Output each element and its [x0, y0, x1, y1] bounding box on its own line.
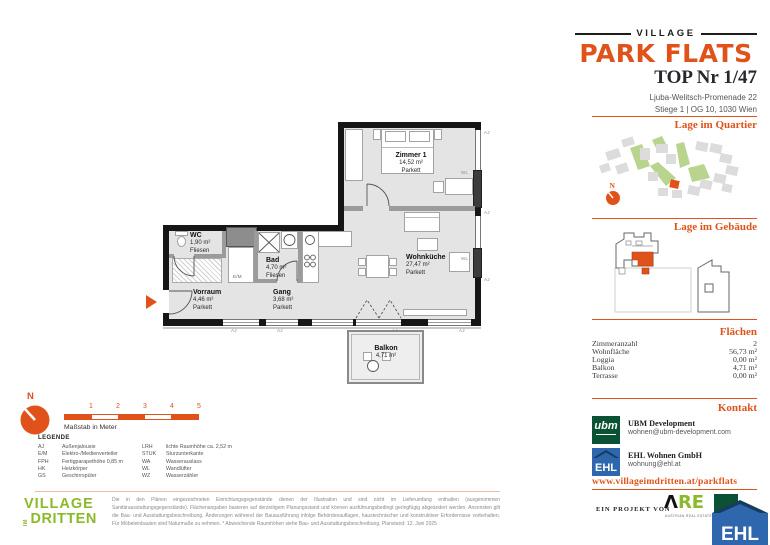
- window: [428, 319, 471, 326]
- dining-chair: [389, 258, 397, 266]
- room-label-balkon: Balkon 4,71 m²: [374, 345, 398, 360]
- aj-label: AJ: [277, 328, 283, 333]
- scale-tick: 3: [143, 403, 147, 410]
- window: [223, 319, 259, 326]
- area-row: Wohnfläche 56,73 m²: [592, 347, 757, 356]
- sideboard: [403, 309, 467, 316]
- legend-item: STUK Sturzunterkante: [142, 451, 204, 458]
- village-im: IM: [23, 518, 29, 526]
- balcony-door: [356, 319, 401, 326]
- section-divider: [592, 489, 757, 490]
- are-logo: ΛRE: [664, 492, 705, 513]
- section-divider: [592, 218, 757, 219]
- room-label-vorraum: Vorraum 4,46 m² Parkett: [193, 289, 222, 311]
- section-divider: [592, 319, 757, 320]
- legend-item: WZ Wasserzähler: [142, 473, 199, 480]
- address-line-1: Ljuba-Welitsch-Promenade 22: [649, 93, 757, 102]
- kitchen-counter: [318, 231, 352, 247]
- footer-divider: [35, 491, 500, 492]
- ehl-footer-logo: [712, 500, 768, 545]
- sofa: [404, 212, 440, 232]
- section-title-quartier: Lage im Quartier: [674, 119, 757, 131]
- map-north-compass: [606, 181, 620, 205]
- address: [575, 92, 757, 115]
- nightstand: [373, 129, 381, 140]
- radiator: [473, 170, 482, 208]
- building-location-diagram: [592, 232, 757, 318]
- village-im-dritten-logo: VILLAGE IM DRITTEN: [23, 496, 97, 527]
- contact-email-link[interactable]: wohnung@ehl.at: [628, 461, 681, 468]
- north-compass: [21, 406, 50, 435]
- quartier-map: [592, 132, 757, 214]
- shower: [258, 232, 280, 253]
- legend-title: LEGENDE: [38, 435, 70, 441]
- unit-title: TOP Nr 1/47: [654, 67, 757, 88]
- highlighted-building: [669, 179, 679, 189]
- legend-item: WL Wandlüfter: [142, 465, 192, 472]
- room-label-gang: Gang 3,68 m² Parkett: [273, 289, 294, 311]
- pillow: [409, 131, 430, 142]
- wl-label: WL: [461, 256, 469, 261]
- scale-bar: [64, 414, 199, 420]
- aj-label: AJ: [484, 277, 490, 282]
- aj-label: AJ: [392, 328, 398, 333]
- svg-text:EHL: EHL: [595, 462, 617, 474]
- scale-tick: 4: [170, 403, 174, 410]
- address-line-2: Stiege 1 | OG 10, 1030 Wien: [654, 104, 757, 114]
- brand-village-label: VILLAGE: [636, 28, 696, 39]
- toilet-bowl: [177, 236, 186, 247]
- brand-rule-left: [575, 33, 631, 35]
- legend-item: AJ Außenjalousie: [38, 444, 96, 450]
- area-row: Zimmeranzahl 2: [592, 339, 757, 348]
- scale-tick: 5: [197, 403, 201, 410]
- legend-item: WA Wasserauslass: [142, 458, 202, 465]
- aj-label: AJ: [484, 210, 490, 215]
- facade-line: [163, 327, 481, 329]
- area-row: Terrasse 0,00 m²: [592, 371, 757, 380]
- section-title-flaechen: Flächen: [719, 326, 757, 338]
- ehl-logo: [592, 448, 620, 476]
- chair: [433, 181, 444, 193]
- window: [312, 319, 353, 326]
- brand-village: [575, 28, 757, 39]
- blanket-line: [382, 147, 433, 148]
- brand-rule-right: [701, 33, 757, 35]
- legend-item: LRH lichte Raumhöhe ca. 2,52 m: [142, 444, 232, 450]
- legend-item: GS Geschirrspüler: [38, 473, 97, 480]
- nightstand: [434, 129, 442, 140]
- section-divider: [592, 398, 757, 399]
- room-label-wc: WC 1,90 m² Fliesen: [190, 232, 211, 254]
- dining-chair: [358, 268, 366, 276]
- desk: [445, 178, 473, 195]
- coffee-table: [417, 238, 438, 251]
- room-label-bad: Bad 4,70 m² Fliesen: [266, 257, 287, 279]
- are-logo-subtext: AUSTRIAN REAL ESTATE: [665, 514, 713, 518]
- legend-item: E/M Elektro-/Medienverteiler: [38, 451, 118, 458]
- scale-tick: 2: [116, 403, 120, 410]
- project-by-label: EIN PROJEKT VON: [596, 506, 671, 513]
- washing-machine: [281, 231, 298, 249]
- north-letter: N: [27, 391, 34, 402]
- radiator: [473, 248, 482, 278]
- contact-name: EHL Wohnen GmbH: [628, 451, 703, 460]
- wardrobe: [345, 129, 363, 181]
- armchair: [449, 252, 470, 272]
- room-label-zimmer1: Zimmer 1 14,52 m² Parkett: [395, 152, 427, 174]
- section-title-kontakt: Kontakt: [717, 402, 757, 414]
- dining-chair: [389, 268, 397, 276]
- project-website-link[interactable]: www.villageimdritten.at/parkflats: [592, 476, 738, 487]
- svg-text:EHL: EHL: [721, 524, 759, 545]
- aj-label: AJ: [484, 130, 490, 135]
- area-row: Loggia 0,00 m²: [592, 355, 757, 364]
- section-divider: [592, 116, 757, 117]
- pillow: [385, 131, 406, 142]
- svg-text:N: N: [609, 181, 615, 190]
- wardrobe-niche: [172, 258, 222, 283]
- wall: [338, 122, 481, 128]
- room-label-wohnkueche: Wohnküche 27,47 m² Parkett: [406, 254, 446, 276]
- area-row: Balkon 4,71 m²: [592, 363, 757, 372]
- shaft: [226, 227, 257, 247]
- section-title-gebaeude: Lage im Gebäude: [673, 221, 757, 233]
- contact-email-link[interactable]: wohnen@ubm-development.com: [628, 429, 731, 436]
- scale-caption: Maßstab in Meter: [64, 424, 117, 431]
- legend-item: FPH Fertigparapethöhe 0,85 m: [38, 458, 123, 465]
- dining-table: [366, 255, 389, 278]
- contact-name: UBM Development: [628, 419, 696, 428]
- aj-label: AJ: [459, 328, 465, 333]
- wall: [338, 122, 344, 231]
- entrance-arrow-icon: [146, 295, 157, 309]
- sofa-backrest-line: [405, 217, 439, 218]
- ubm-logo: ubm: [592, 416, 620, 444]
- door-opening: [363, 206, 389, 211]
- aj-label: AJ: [231, 328, 237, 333]
- dining-chair: [358, 258, 366, 266]
- brand-parkflats: PARK FLATS: [579, 39, 753, 68]
- kitchen-counter: [302, 231, 319, 283]
- legend-item: HK Heizkörper: [38, 465, 88, 472]
- legend-column-2: [142, 444, 254, 480]
- wl-label: WL: [461, 170, 469, 175]
- legend-column-1: [38, 444, 140, 480]
- scale-tick: 1: [89, 403, 93, 410]
- em-label: E/M: [233, 274, 242, 279]
- disclaimer-text: Die in den Plänen eingezeichneten Einrichtungsgegenstände dienen der Illustration und sind nicht im Lieferumfang enthalten (ausgenommen Sanitärausstattungsgegenstände). Flächenangaben basieren auf derzeitigem Planungsstand und können ausführungsbedingt geringfügig abgeändert werden. Ansonsten gilt die Bau- und Ausstattungsbeschreibung. Änderungen während der Bauausführung infolge Behördenauflagen, haustechnischer und konstruktiver Erfordernisse vorbehalten. Für Möbeleinbauten sind Naturmaße zu nehmen. * Abweichende Raumhöhen siehe Bau- und Ausstattungsbeschreibung. Planstand: 12. Juni 2025: [112, 497, 500, 528]
- window: [266, 319, 298, 326]
